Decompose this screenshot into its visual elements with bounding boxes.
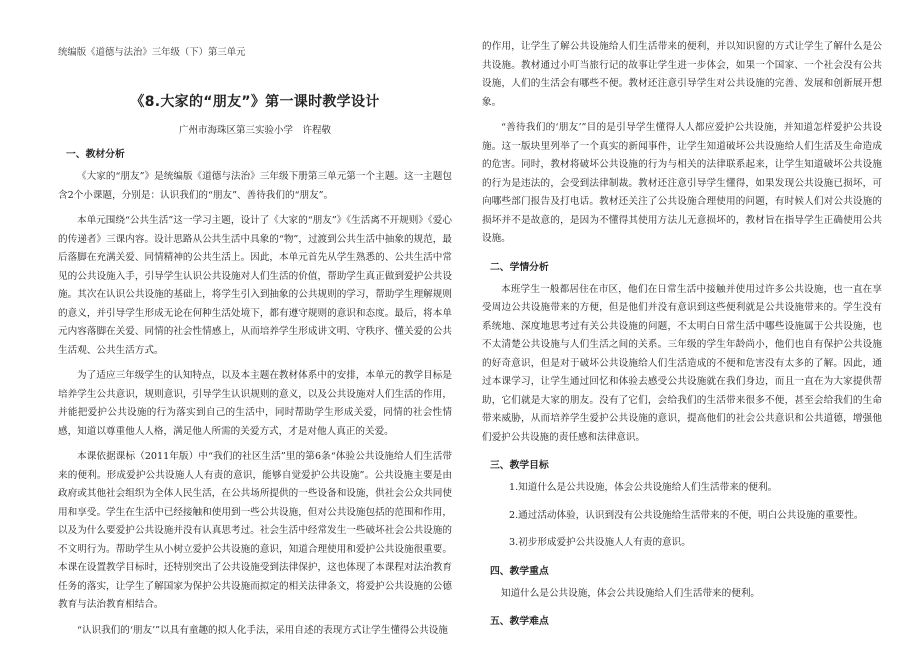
section-heading-difficulties: 五、教学难点 [490, 616, 549, 627]
left-column [58, 0, 452, 647]
paragraph: 知道什么是公共设施，体会公共设施给人们生活带来的便利。 [501, 587, 761, 599]
paragraph: 的作用，让学生了解公共设施给人们生活带来的便利，并以知识窗的方式让学生了解什么是公共设施。教材通过小叮当旅行记的故事让学生进一步体会，如果一个国家、一个社会没有公共设施，人们的生活会有哪些不便。教材还注意引导学生对公共设施的完善、发展和创新展开想象。 [482, 41, 882, 108]
right-column [482, 0, 882, 635]
paragraph: 本班学生一般都居住在市区，他们在日常生活中接触并使用过许多公共设施，也一直在享受周边公共设施带来的方便，但是他们并没有意识到这些便利就是公共设施带来的。学生没有系统地、深度地思考过有关公共设施的问题，不太明白日常生活中哪些设施属于公共设施，也不太清楚公共设施与人们生活之间的关系。三年级的学生年龄尚小，他们也自有保护公共设施的好奇意识，但是对于破坏公共设施给人们生活造成的不便和危害没有太多的了解。因此，通过本课学习，让学生通过回忆和体验去感受公共设施就在我们身边，而且一直在为大家提供帮助，它们就是大家的朋友。没有了它们，会给我们的生活带来很多不便，甚至会给我们的生命带来威胁，从而培养学生爱护公共设施的意识，提高他们的社会公共意识和公共道德，增强他们爱护公共设施的责任感和法律意识。 [482, 283, 882, 443]
series-header: 统编版《道德与法治》三年级（下）第三单元 [58, 47, 246, 58]
paragraph: “认识我们的‘朋友’”以具有童趣的拟人化手法，采用自述的表现方式让学生懂得公共设施 [77, 624, 448, 636]
page-title: 《8.大家的“朋友”》第一课时教学设计 [130, 94, 380, 110]
section-heading-goals: 三、教学目标 [490, 460, 549, 471]
goal-item: 1.知道什么是公共设施，体会公共设施给人们生活带来的便利。 [509, 482, 778, 493]
paragraph: 本单元围绕“公共生活”这一学习主题，设计了《大家的“朋友”》《生活离不开规则》《爱心的传递者》三课内容。设计思路从公共生活中具象的“物”，过渡到公共生活中抽象的规范，最后落脚在充满关爱、同情精神的公共生活上。因此，本单元首先从学生熟悉的、公共生活中常见的公共设施入手，引导学生认识公共设施对人们生活的价值，帮助学生真正做到爱护公共设施。其次在认识公共设施的基础上，将学生引入到抽象的公共规则的学习，帮助学生理解规则的意义，并引导学生形成无论在何种生活处境下，都有遵守规则的意识和态度。最后，将本单元内容落脚在关爱、同情的社会性情感上，从而培养学生形成讲文明、守秩序、懂关爱的公共生活观、公共生活方式。 [58, 215, 452, 356]
paragraph: 为了适应三年级学生的认知特点，以及本主题在教材体系中的安排，本单元的教学目标是培养学生公共意识，规则意识，引导学生认识规则的意义，以及公共设施对人们生活的作用，并能把爱护公共设施的行为落实到自己的生活中，同时帮助学生形成关爱，同情的社会性情感，知道以尊重他人人格，满足他人所需的关爱方式，才是对他人真正的关爱。 [58, 370, 452, 437]
goal-item: 2.通过活动体验，认识到没有公共设施给生活带来的不便，明白公共设施的重要性。 [509, 509, 864, 521]
section-heading-analysis: 一、教材分析 [66, 149, 125, 160]
section-heading-key-points: 四、教学重点 [490, 565, 549, 577]
paragraph: 《大家的“朋友”》是统编版《道德与法治》三年级下册第三单元第一个主题。这一主题包含2个小课题，分别是：认识我们的“朋友”、善待我们的“朋友”。 [58, 171, 452, 201]
paragraph: “善待我们的‘朋友’”目的是引导学生懂得人人都应爱护公共设施，并知道怎样爱护公共设施。这一版块里列举了一个真实的新闻事件，让学生知道破坏公共设施给人们生活及生命造成的危害。同时，教材将破坏公共设施的行为与相关的法律联系起来，让学生知道破坏公共设施的行为是违法的，会受到法律制裁。教材还注意引导学生懂得，如果发现公共设施已损坏，可向哪些部门报告及打电话。教材还关注了公共设施合理使用的问题，有时候人们对公共设施的损坏并不是故意的，是因为不懂得其使用方法儿无意损坏的，教材旨在指导学生正确使用公共设施。 [482, 122, 882, 244]
paragraph: 本课依据课标（2011年版）中“我们的社区生活”里的第6条“体验公共设施给人们生活带来的便利。形成爱护公共设施人人有责的意识，能够自觉爱护公共设施”。公共设施主要是由政府或其他社会组织为全体人民生活，在公共场所提供的一些设备和设施，供社会公众共同使用和享受。学生在生活中已经接触和使用到一些公共设施，但对公共设施包括的范围和作用，以及为什么要爱护公共设施并没有认真思考过。社会生活中经常发生一些破坏社会公共设施的不文明行为。帮助学生从小树立爱护公共设施的意识，知道合理使用和爱护公共设施很重要。本课在设置教学目标时，还特别突出了公共设施受到法律保护，这也体现了本课程对法治教育任务的落实，让学生了解国家为保护公共设施而拟定的相关法律条文，将爱护公共设施的公德教育与法治教育相结合。 [58, 451, 452, 610]
author-line: 广州市海珠区第三实验小学 许程敬 [178, 125, 331, 136]
section-heading-students: 二、学情分析 [490, 261, 549, 273]
goal-item: 3.初步形成爱护公共设施人人有责的意识。 [509, 537, 691, 548]
